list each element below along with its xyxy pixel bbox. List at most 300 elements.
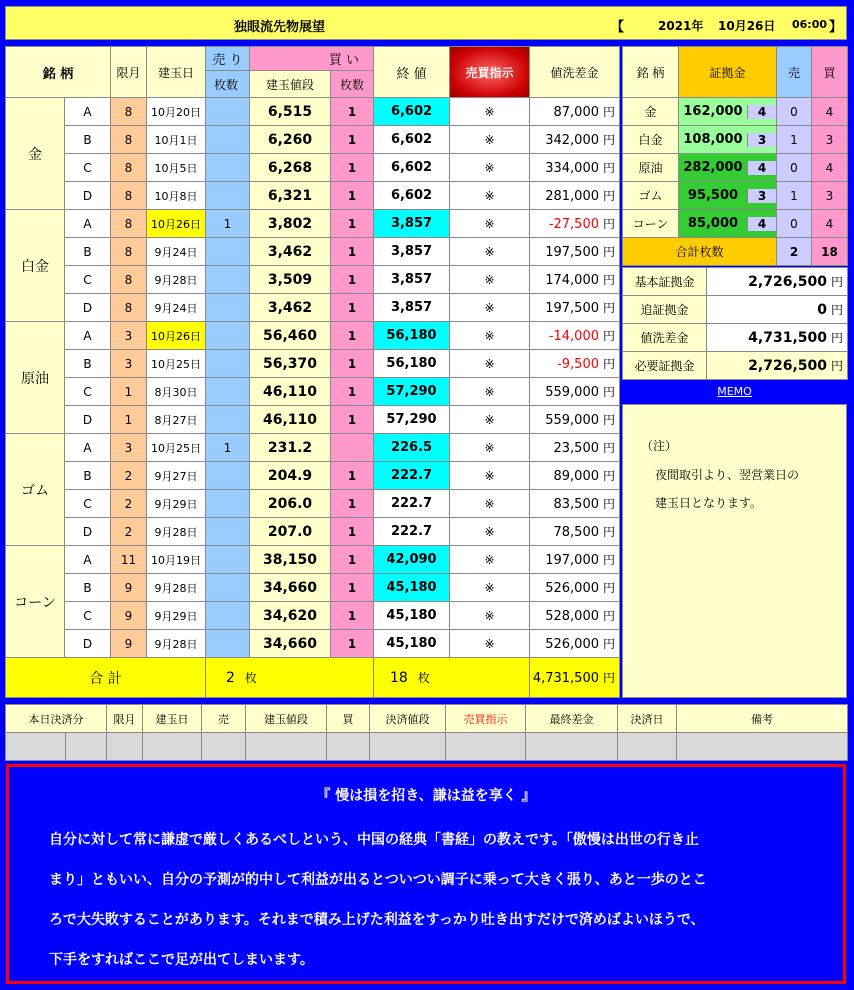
contract-month: 8 xyxy=(111,126,147,154)
totals-sell xyxy=(206,658,374,698)
yen-unit: 円 xyxy=(830,359,843,373)
date-time: 06:00 xyxy=(792,18,828,31)
margin-count: 4 xyxy=(747,161,776,175)
mark-to-market-value: 197,500 xyxy=(545,245,599,260)
margin-count: 3 xyxy=(747,189,776,203)
positions-table xyxy=(5,46,620,698)
margin-sell: 0 xyxy=(777,210,812,238)
settlement-col: 売 xyxy=(202,705,246,733)
contract-code: A xyxy=(65,210,111,238)
summary-value-cell xyxy=(707,296,848,324)
table-row xyxy=(6,266,620,294)
margin-count: 3 xyxy=(747,133,776,147)
close-price: 6,602 xyxy=(374,182,450,210)
close-price: 222.7 xyxy=(374,518,450,546)
col-tategyoku-nedan: 建玉値段 xyxy=(250,71,331,98)
margin-total-label: 合計枚数 xyxy=(623,238,777,266)
sell-count xyxy=(206,322,250,350)
settlement-col: 決済値段 xyxy=(370,705,446,733)
position-date: 8月27日 xyxy=(147,406,206,434)
sell-count xyxy=(206,574,250,602)
contract-code: A xyxy=(65,546,111,574)
entry-price: 34,660 xyxy=(250,574,331,602)
contract-code: B xyxy=(65,574,111,602)
margin-sell: 1 xyxy=(777,126,812,154)
contract-month: 9 xyxy=(111,574,147,602)
settlement-col: 買 xyxy=(327,705,370,733)
sell-count xyxy=(206,238,250,266)
contract-month: 11 xyxy=(111,546,147,574)
contract-month: 8 xyxy=(111,266,147,294)
contract-month: 8 xyxy=(111,182,147,210)
summary-value-cell xyxy=(707,268,848,296)
sell-count xyxy=(206,350,250,378)
margin-row xyxy=(623,126,848,154)
entry-price: 3,462 xyxy=(250,238,331,266)
yen-unit: 円 xyxy=(603,245,616,259)
close-price: 222.7 xyxy=(374,490,450,518)
close-price: 56,180 xyxy=(374,350,450,378)
mark-to-market-value: -27,500 xyxy=(548,217,599,232)
quote-line-3: ろで大失敗することがあります。それまで積み上げた利益をすっかり吐き出すだけで済めばよいほうで、 xyxy=(49,912,705,928)
close-price: 57,290 xyxy=(374,378,450,406)
trade-instruction: ※ xyxy=(450,322,530,350)
margin-row xyxy=(623,210,848,238)
totals-buy-unit: 枚 xyxy=(417,671,430,685)
margin-amount: 162,000 xyxy=(683,104,743,119)
yen-unit: 円 xyxy=(603,357,616,371)
margin-name: 金 xyxy=(623,98,679,126)
settlement-col: 売買指示 xyxy=(446,705,526,733)
table-row xyxy=(6,350,620,378)
sell-count xyxy=(206,630,250,658)
margin-amount-cell xyxy=(679,98,777,126)
buy-count: 1 xyxy=(331,322,374,350)
summary-value: 0 xyxy=(817,302,827,318)
totals-sell-unit: 枚 xyxy=(244,671,257,685)
col-kai-label: 買 い xyxy=(328,53,360,68)
sell-count xyxy=(206,602,250,630)
table-row xyxy=(6,98,620,126)
contract-month: 9 xyxy=(111,630,147,658)
table-row xyxy=(6,322,620,350)
entry-price: 34,620 xyxy=(250,602,331,630)
margin-amount-cell xyxy=(679,210,777,238)
table-row xyxy=(6,238,620,266)
summary-row xyxy=(623,268,848,296)
close-price: 222.7 xyxy=(374,462,450,490)
group-name: 金 xyxy=(6,98,65,210)
margin-amount: 85,000 xyxy=(687,216,739,231)
trade-instruction: ※ xyxy=(450,294,530,322)
margin-row xyxy=(623,182,848,210)
mark-to-market xyxy=(530,434,620,462)
summary-value: 2,726,500 xyxy=(748,274,827,290)
sell-count xyxy=(206,126,250,154)
margin-name: 白金 xyxy=(623,126,679,154)
entry-price: 207.0 xyxy=(250,518,331,546)
summary-value-cell xyxy=(707,352,848,380)
mark-to-market xyxy=(530,406,620,434)
entry-price: 204.9 xyxy=(250,462,331,490)
trade-instruction: ※ xyxy=(450,182,530,210)
sell-count xyxy=(206,294,250,322)
buy-count: 1 xyxy=(331,182,374,210)
contract-month: 2 xyxy=(111,518,147,546)
buy-count xyxy=(331,434,374,462)
settlement-col: 備考 xyxy=(677,705,848,733)
summary-value: 2,726,500 xyxy=(748,358,827,374)
margin-row xyxy=(623,98,848,126)
mark-to-market-value: 197,500 xyxy=(545,301,599,316)
buy-count: 1 xyxy=(331,294,374,322)
margin-amount: 95,500 xyxy=(687,188,739,203)
buy-count: 1 xyxy=(331,490,374,518)
entry-price: 56,460 xyxy=(250,322,331,350)
page-title: 独眼流先物展望 xyxy=(234,20,326,35)
yen-unit: 円 xyxy=(603,273,616,287)
mark-to-market-value: 23,500 xyxy=(553,441,599,456)
settlement-table xyxy=(5,704,848,761)
buy-count: 1 xyxy=(331,350,374,378)
trade-instruction: ※ xyxy=(450,210,530,238)
summary-label: 値洗差金 xyxy=(623,324,707,352)
mark-to-market xyxy=(530,546,620,574)
buy-count: 1 xyxy=(331,126,374,154)
margin-buy: 3 xyxy=(812,126,848,154)
table-row xyxy=(6,126,620,154)
mark-to-market xyxy=(530,378,620,406)
mark-to-market xyxy=(530,98,620,126)
memo-note-line1: 夜間取引より、翌営業日の xyxy=(655,468,800,482)
sell-count: 1 xyxy=(206,434,250,462)
entry-price: 6,260 xyxy=(250,126,331,154)
mark-to-market xyxy=(530,238,620,266)
yen-unit: 円 xyxy=(830,303,843,317)
margin-count: 4 xyxy=(747,217,776,231)
settlement-col: 限月 xyxy=(107,705,143,733)
close-price: 45,180 xyxy=(374,602,450,630)
mark-to-market-value: 334,000 xyxy=(545,161,599,176)
margin-row xyxy=(623,154,848,182)
table-row xyxy=(6,546,620,574)
mark-to-market-value: 281,000 xyxy=(545,189,599,204)
col-meigara: 銘 柄 xyxy=(6,47,111,98)
buy-count: 1 xyxy=(331,210,374,238)
contract-month: 2 xyxy=(111,462,147,490)
baibai-shiji-button[interactable] xyxy=(450,47,530,98)
settlement-col: 最終差金 xyxy=(526,705,618,733)
margin-col-shokokin: 証拠金 xyxy=(679,47,777,98)
entry-price: 56,370 xyxy=(250,350,331,378)
position-date: 9月27日 xyxy=(147,462,206,490)
contract-code: D xyxy=(65,518,111,546)
trade-instruction: ※ xyxy=(450,602,530,630)
margin-amount-cell xyxy=(679,126,777,154)
margin-buy: 4 xyxy=(812,210,848,238)
trade-instruction: ※ xyxy=(450,434,530,462)
contract-code: B xyxy=(65,126,111,154)
contract-code: B xyxy=(65,462,111,490)
totals-label: 合 計 xyxy=(6,658,206,698)
contract-code: C xyxy=(65,154,111,182)
settlement-col: 本日決済分 xyxy=(6,705,107,733)
quote-title: 『 慢は損を招き、謙は益を享く 』 xyxy=(316,788,536,804)
mark-to-market xyxy=(530,462,620,490)
buy-count: 1 xyxy=(331,574,374,602)
margin-table xyxy=(622,46,848,266)
yen-unit: 円 xyxy=(603,441,616,455)
entry-price: 206.0 xyxy=(250,490,331,518)
col-owarine: 終 値 xyxy=(374,47,450,98)
settlement-cell xyxy=(526,733,618,761)
settlement-cell xyxy=(370,733,446,761)
entry-price: 46,110 xyxy=(250,378,331,406)
sell-count xyxy=(206,462,250,490)
close-price: 226.5 xyxy=(374,434,450,462)
contract-month: 8 xyxy=(111,294,147,322)
group-name: コーン xyxy=(6,546,65,658)
yen-unit: 円 xyxy=(603,189,616,203)
entry-price: 34,660 xyxy=(250,630,331,658)
margin-total-buy: 18 xyxy=(812,238,848,266)
close-price: 6,602 xyxy=(374,98,450,126)
totals-diff-value: 4,731,500 xyxy=(532,671,599,686)
position-date: 10月26日 xyxy=(147,210,206,238)
table-row xyxy=(6,518,620,546)
settlement-cell xyxy=(6,733,66,761)
trade-instruction: ※ xyxy=(450,546,530,574)
buy-count: 1 xyxy=(331,462,374,490)
table-row xyxy=(6,630,620,658)
margin-summary-table xyxy=(622,267,848,380)
contract-month: 1 xyxy=(111,406,147,434)
memo-note-line2: 建玉日となります。 xyxy=(655,496,763,510)
contract-code: A xyxy=(65,434,111,462)
yen-unit: 円 xyxy=(603,329,616,343)
mark-to-market-value: -9,500 xyxy=(557,357,599,372)
mark-to-market-value: 559,000 xyxy=(545,385,599,400)
contract-month: 1 xyxy=(111,378,147,406)
group-name: 白金 xyxy=(6,210,65,322)
yen-unit: 円 xyxy=(603,105,616,119)
margin-sell: 0 xyxy=(777,98,812,126)
mark-to-market-value: 83,500 xyxy=(553,497,599,512)
mark-to-market-value: 559,000 xyxy=(545,413,599,428)
memo-link-bar xyxy=(622,380,847,402)
entry-price: 3,509 xyxy=(250,266,331,294)
contract-code: D xyxy=(65,630,111,658)
close-price: 6,602 xyxy=(374,126,450,154)
margin-amount: 108,000 xyxy=(683,132,743,147)
col-uri-maisu: 枚数 xyxy=(206,71,250,98)
mark-to-market-value: 342,000 xyxy=(545,133,599,148)
table-row xyxy=(6,462,620,490)
summary-row xyxy=(623,352,848,380)
settlement-cell xyxy=(107,733,143,761)
summary-label: 必要証拠金 xyxy=(623,352,707,380)
position-date: 9月24日 xyxy=(147,238,206,266)
sell-count: 1 xyxy=(206,210,250,238)
settlement-cell xyxy=(246,733,327,761)
sell-count xyxy=(206,266,250,294)
buy-count: 1 xyxy=(331,266,374,294)
table-row xyxy=(6,294,620,322)
entry-price: 231.2 xyxy=(250,434,331,462)
close-price: 6,602 xyxy=(374,154,450,182)
table-row xyxy=(6,210,620,238)
yen-unit: 円 xyxy=(603,497,616,511)
yen-unit: 円 xyxy=(603,553,616,567)
memo-link[interactable]: MEMO xyxy=(717,385,752,398)
position-date: 10月1日 xyxy=(147,126,206,154)
buy-count: 1 xyxy=(331,518,374,546)
mark-to-market-value: -14,000 xyxy=(548,329,599,344)
table-row xyxy=(6,378,620,406)
mark-to-market xyxy=(530,350,620,378)
mark-to-market xyxy=(530,630,620,658)
col-gengetsu: 限月 xyxy=(111,47,147,98)
summary-label: 基本証拠金 xyxy=(623,268,707,296)
contract-code: D xyxy=(65,406,111,434)
margin-col-kai: 買 xyxy=(812,47,848,98)
quote-panel xyxy=(6,764,846,984)
contract-month: 8 xyxy=(111,98,147,126)
close-price: 57,290 xyxy=(374,406,450,434)
margin-sell: 1 xyxy=(777,182,812,210)
yen-unit: 円 xyxy=(603,637,616,651)
position-date: 10月8日 xyxy=(147,182,206,210)
contract-code: C xyxy=(65,266,111,294)
mark-to-market-value: 87,000 xyxy=(553,105,599,120)
entry-price: 46,110 xyxy=(250,406,331,434)
trade-instruction: ※ xyxy=(450,518,530,546)
buy-count: 1 xyxy=(331,630,374,658)
trade-instruction: ※ xyxy=(450,238,530,266)
position-date: 10月26日 xyxy=(147,322,206,350)
mark-to-market xyxy=(530,518,620,546)
position-date: 9月28日 xyxy=(147,630,206,658)
date-bracket-open: 【 xyxy=(611,20,625,35)
entry-price: 6,321 xyxy=(250,182,331,210)
trade-instruction: ※ xyxy=(450,574,530,602)
position-date: 9月28日 xyxy=(147,574,206,602)
sell-count xyxy=(206,546,250,574)
trade-instruction: ※ xyxy=(450,350,530,378)
margin-amount-cell xyxy=(679,154,777,182)
close-price: 45,180 xyxy=(374,574,450,602)
contract-month: 2 xyxy=(111,490,147,518)
position-date: 10月19日 xyxy=(147,546,206,574)
totals-sell-value: 2 xyxy=(226,670,235,686)
yen-unit: 円 xyxy=(603,525,616,539)
position-date: 9月29日 xyxy=(147,490,206,518)
table-row xyxy=(6,602,620,630)
col-neaaraisagakin: 値洗差金 xyxy=(530,47,620,98)
totals-buy xyxy=(374,658,530,698)
mark-to-market-value: 526,000 xyxy=(545,581,599,596)
col-kai xyxy=(250,47,374,71)
margin-total-sell: 2 xyxy=(777,238,812,266)
summary-value-cell xyxy=(707,324,848,352)
mark-to-market-value: 78,500 xyxy=(553,525,599,540)
contract-code: A xyxy=(65,322,111,350)
sell-count xyxy=(206,98,250,126)
margin-count: 4 xyxy=(747,105,776,119)
position-date: 9月28日 xyxy=(147,518,206,546)
trade-instruction: ※ xyxy=(450,406,530,434)
settlement-cell xyxy=(618,733,677,761)
mark-to-market xyxy=(530,490,620,518)
contract-code: A xyxy=(65,98,111,126)
buy-count: 1 xyxy=(331,602,374,630)
close-price: 45,180 xyxy=(374,630,450,658)
table-row xyxy=(6,434,620,462)
contract-code: B xyxy=(65,238,111,266)
yen-unit: 円 xyxy=(603,161,616,175)
entry-price: 3,462 xyxy=(250,294,331,322)
sell-count xyxy=(206,490,250,518)
settlement-col: 決済日 xyxy=(618,705,677,733)
table-row xyxy=(6,406,620,434)
contract-code: C xyxy=(65,378,111,406)
position-date: 10月5日 xyxy=(147,154,206,182)
col-uri: 売 り xyxy=(206,47,250,71)
settlement-col: 建玉値段 xyxy=(246,705,327,733)
contract-month: 3 xyxy=(111,322,147,350)
close-price: 56,180 xyxy=(374,322,450,350)
sell-count xyxy=(206,518,250,546)
position-date: 8月30日 xyxy=(147,378,206,406)
contract-code: C xyxy=(65,602,111,630)
baibai-shiji-label: 売買指示 xyxy=(465,65,514,80)
yen-unit: 円 xyxy=(603,133,616,147)
trade-instruction: ※ xyxy=(450,266,530,294)
settlement-cell xyxy=(202,733,246,761)
mark-to-market xyxy=(530,154,620,182)
sell-count xyxy=(206,182,250,210)
settlement-cell xyxy=(327,733,370,761)
position-date: 10月20日 xyxy=(147,98,206,126)
col-tategyokubi: 建玉日 xyxy=(147,47,206,98)
yen-unit: 円 xyxy=(603,581,616,595)
yen-unit: 円 xyxy=(603,301,616,315)
trade-instruction: ※ xyxy=(450,462,530,490)
contract-month: 8 xyxy=(111,154,147,182)
close-price: 42,090 xyxy=(374,546,450,574)
mark-to-market xyxy=(530,322,620,350)
settlement-cell xyxy=(446,733,526,761)
totals-buy-value: 18 xyxy=(390,670,408,686)
contract-code: C xyxy=(65,490,111,518)
settlement-cell xyxy=(143,733,202,761)
trade-instruction: ※ xyxy=(450,490,530,518)
summary-row xyxy=(623,324,848,352)
settlement-cell xyxy=(66,733,107,761)
margin-sell: 0 xyxy=(777,154,812,182)
mark-to-market xyxy=(530,266,620,294)
table-row xyxy=(6,574,620,602)
yen-unit: 円 xyxy=(603,469,616,483)
trade-instruction: ※ xyxy=(450,98,530,126)
table-row xyxy=(6,490,620,518)
mark-to-market-value: 89,000 xyxy=(553,469,599,484)
memo-box xyxy=(622,404,847,698)
col-kai-maisu: 枚数 xyxy=(331,71,374,98)
margin-amount-cell xyxy=(679,182,777,210)
contract-month: 8 xyxy=(111,210,147,238)
settlement-col: 建玉日 xyxy=(143,705,202,733)
